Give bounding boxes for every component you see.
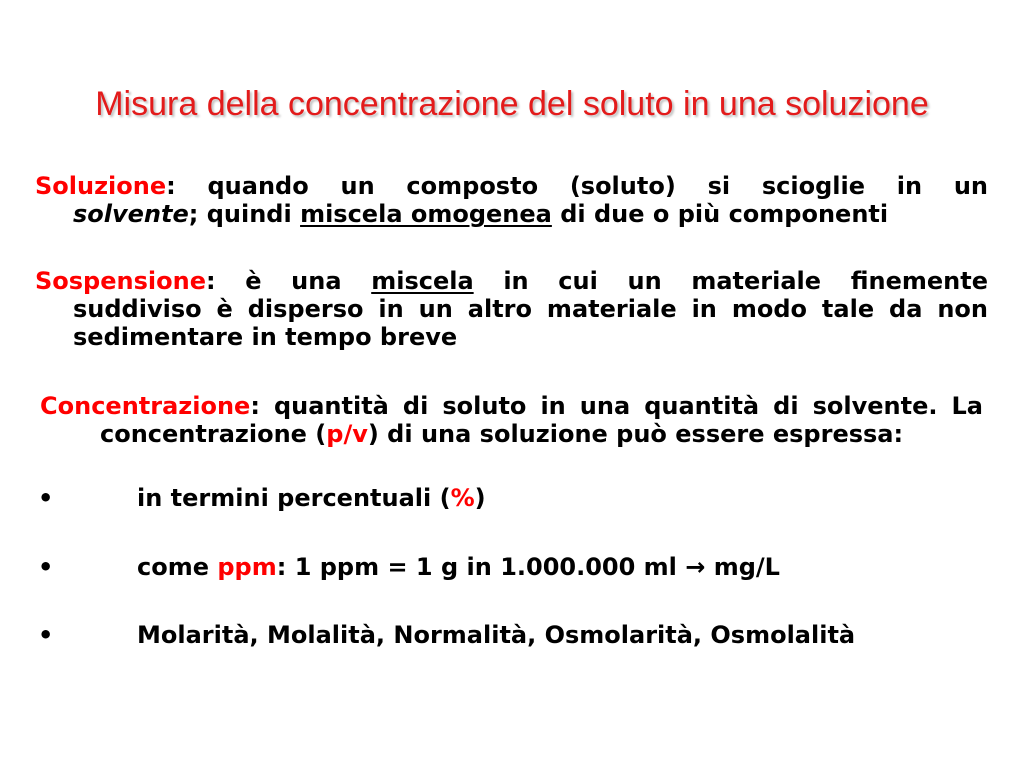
bullet-marker: •	[38, 621, 54, 649]
definition-text: : quando un composto (soluto) si scioglie in un	[166, 172, 988, 200]
bullet-text	[137, 621, 855, 649]
underlined-term-miscela: miscela	[371, 267, 474, 295]
definition-soluzione	[35, 172, 988, 228]
slide-title: Misura della concentrazione del soluto in una soluzione	[95, 85, 929, 123]
definition-line	[40, 392, 983, 420]
definition-line	[40, 420, 983, 448]
definition-text: suddiviso è disperso in un altro materiale in modo tale da non	[73, 295, 988, 323]
bullet-item-percent	[38, 484, 998, 512]
highlight-p-v: p/v	[326, 420, 368, 448]
definition-text: : quantità di soluto in una quantità di solvente. La	[250, 392, 983, 420]
bullet-text-part: in termini percentuali (	[137, 484, 451, 512]
definition-line	[35, 267, 988, 295]
highlight-ppm: ppm	[217, 553, 277, 581]
definition-text: concentrazione (	[100, 420, 327, 448]
definition-line	[35, 172, 988, 200]
bullet-marker: •	[38, 484, 54, 512]
bullet-item-molarity	[38, 621, 998, 649]
definition-concentrazione	[40, 392, 983, 448]
underlined-term-miscela-omogenea: miscela omogenea	[300, 200, 552, 228]
bullet-text	[137, 553, 780, 581]
term-sospensione: Sospensione	[35, 267, 206, 295]
definition-text: in cui un materiale finemente	[473, 267, 988, 295]
definition-line	[35, 295, 988, 323]
highlight-percent: %	[450, 484, 475, 512]
definition-text: : è una	[205, 267, 372, 295]
definition-line	[35, 200, 988, 228]
bullet-text-part: Molarità, Molalità, Normalità, Osmolarità, Osmolalità	[137, 621, 856, 649]
definition-sospensione	[35, 267, 988, 351]
definition-text: ; quindi	[188, 200, 301, 228]
definition-text: ) di una soluzione può essere espressa:	[367, 420, 904, 448]
definition-text: sedimentare in tempo breve	[73, 323, 458, 351]
definition-text: di due o più componenti	[551, 200, 889, 228]
definition-line	[35, 323, 988, 351]
italic-term-solvente: solvente	[73, 200, 189, 228]
term-soluzione: Soluzione	[35, 172, 167, 200]
bullet-text-part: come	[137, 553, 218, 581]
bullet-text	[137, 484, 486, 512]
bullet-text-part: )	[474, 484, 486, 512]
bullet-item-ppm	[38, 553, 998, 581]
bullet-marker: •	[38, 553, 54, 581]
term-concentrazione: Concentrazione	[40, 392, 251, 420]
bullet-text-part: : 1 ppm = 1 g in 1.000.000 ml → mg/L	[276, 553, 780, 581]
